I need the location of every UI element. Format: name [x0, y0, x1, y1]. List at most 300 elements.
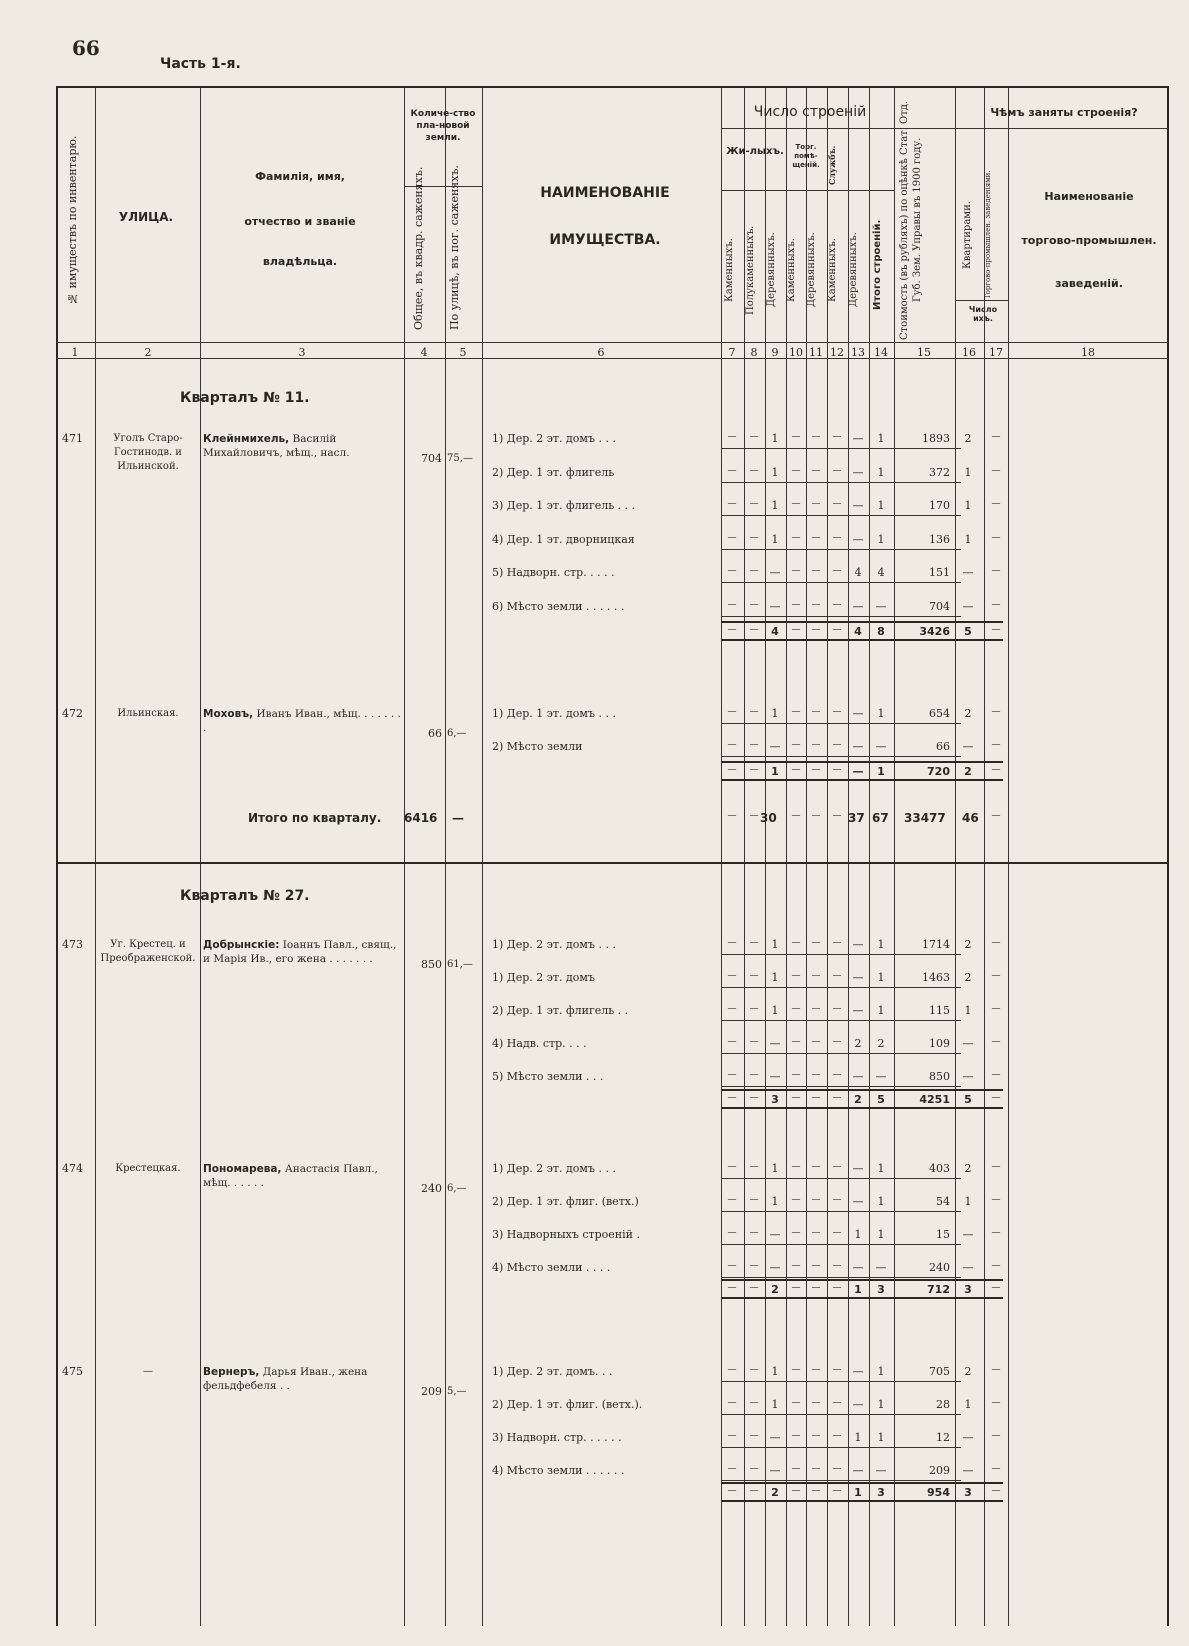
c13-value: —	[852, 1004, 864, 1017]
dash-cell: —	[791, 599, 801, 610]
c16-value: 2	[964, 938, 972, 951]
land-area: 240	[421, 1182, 442, 1195]
c13-value: —	[852, 465, 864, 479]
c17-value: —	[991, 707, 1001, 717]
dash-cell: —	[749, 971, 759, 981]
dash-cell: —	[791, 1261, 801, 1271]
dash-cell: —	[832, 432, 842, 442]
quarter-total-c16: 46	[962, 811, 979, 825]
dash-cell: —	[749, 707, 759, 717]
dash-cell: —	[791, 707, 801, 717]
inventory-no: 473	[62, 938, 83, 951]
c17-value: —	[991, 1398, 1001, 1408]
subtotal-dash: —	[727, 765, 737, 775]
c17-value: —	[991, 599, 1001, 610]
c16-value: —	[962, 1037, 974, 1050]
c14-value: —	[875, 1464, 887, 1477]
land-area: 209	[421, 1385, 442, 1398]
item-underline	[721, 1211, 961, 1212]
column-number: 1	[71, 346, 79, 359]
subtotal-c13: 1	[854, 1486, 862, 1499]
header-property-2: ИМУЩЕСТВА.	[549, 232, 661, 248]
dash-cell: —	[832, 1464, 842, 1474]
c13-value: —	[852, 971, 864, 984]
property-item: 4) Дер. 1 эт. дворницкая	[492, 532, 635, 546]
quarter-total-c17: —	[991, 811, 1001, 821]
subtotal-c17: —	[991, 625, 1001, 635]
subtotal-dash: —	[749, 1283, 759, 1293]
c17-value: —	[991, 1228, 1001, 1238]
c15-value: 136	[929, 532, 950, 546]
subtotal-dash: —	[832, 625, 842, 635]
header-land-group: Количе-ство пла-новой земли.	[410, 109, 476, 143]
c16-value: —	[962, 1464, 974, 1477]
subtotal-dash: —	[727, 1486, 737, 1496]
dash-cell: —	[791, 1070, 801, 1080]
item-underline	[721, 549, 961, 550]
header-c18-2: торгово-промышлен.	[1021, 234, 1157, 247]
subtotal-c9: 3	[771, 1093, 779, 1106]
section-title-quarter-11: Кварталъ № 11.	[180, 390, 310, 406]
owner-surname: Добрынскіе:	[203, 939, 280, 951]
owner-surname: Моховъ,	[203, 708, 254, 720]
property-item: 2) Дер. 1 эт. флиг. (ветх.).	[492, 1398, 643, 1411]
header-buildings-group: Число строеній	[753, 104, 867, 120]
dash-cell: —	[791, 938, 801, 948]
inventory-no: 474	[62, 1162, 83, 1175]
item-underline	[721, 515, 961, 516]
c9-value: —	[769, 1070, 781, 1083]
subtotal-line	[721, 779, 1003, 781]
land-area: 850	[421, 958, 442, 971]
header-c16-17-sub: Число ихъ.	[968, 305, 998, 323]
dash-cell: —	[832, 1004, 842, 1014]
c17-value: —	[991, 499, 1001, 509]
header-service-group: Службъ.	[827, 145, 837, 185]
subtotal-line	[721, 1297, 1003, 1299]
c15-value: 705	[929, 1365, 950, 1378]
c17-value: —	[991, 1464, 1001, 1474]
c14-value: 1	[877, 971, 885, 984]
dash-cell: —	[811, 1365, 821, 1375]
quarter-total-dash: —	[791, 811, 801, 821]
dash-cell: —	[727, 1228, 737, 1238]
dash-cell: —	[811, 1398, 821, 1408]
subtotal-dash: —	[832, 765, 842, 775]
dash-cell: —	[832, 707, 842, 717]
dash-cell: —	[749, 938, 759, 948]
owner-rest: Анастасія Павл., мѣщ. . . . . .	[203, 1163, 378, 1189]
c13-value: —	[852, 1195, 864, 1208]
item-underline	[721, 1414, 961, 1415]
c14-value: 1	[877, 1398, 885, 1411]
c17-value: —	[991, 566, 1001, 576]
subtotal-line	[721, 1279, 1003, 1281]
section-title-quarter-27: Кварталъ № 27.	[180, 888, 310, 904]
dash-cell: —	[727, 432, 737, 442]
dash-cell: —	[832, 1365, 842, 1375]
c9-value: —	[769, 1431, 781, 1444]
subtotal-dash: —	[749, 625, 759, 635]
column-number: 12	[830, 346, 844, 359]
c17-value: —	[991, 971, 1001, 981]
inventory-no: 471	[62, 432, 83, 445]
column-number: 15	[917, 346, 931, 359]
subtotal-dash: —	[791, 625, 801, 635]
subtotal-dash: —	[811, 1093, 821, 1103]
dash-cell: —	[811, 971, 821, 981]
property-item: 2) Дер. 1 эт. флигель	[492, 465, 615, 479]
subtotal-c15: 954	[927, 1486, 950, 1499]
subtotal-c17: —	[991, 1486, 1001, 1496]
subtotal-dash: —	[811, 1283, 821, 1293]
dash-cell: —	[811, 707, 821, 717]
dash-cell: —	[749, 566, 759, 576]
column-number: 18	[1081, 346, 1095, 359]
dash-cell: —	[749, 740, 759, 750]
header-property-1: НАИМЕНОВАНІЕ	[540, 185, 670, 201]
dash-cell: —	[811, 432, 821, 442]
dash-cell: —	[791, 432, 801, 442]
dash-cell: —	[727, 1398, 737, 1408]
header-c17: Торгово-промышлен. заведеніями.	[984, 170, 992, 300]
property-item: 3) Надворн. стр. . . . . .	[492, 1431, 622, 1444]
property-item: 1) Дер. 1 эт. домъ . . .	[492, 707, 616, 720]
occupied-header-line	[955, 128, 1168, 129]
subtotal-dash: —	[749, 1093, 759, 1103]
c16-value: 1	[964, 1398, 972, 1411]
column-line	[869, 88, 870, 1626]
quarter-total-c9: 30	[760, 811, 777, 825]
header-c7: Каменныхъ.	[724, 238, 735, 302]
property-item: 5) Надворн. стр. . . . .	[492, 566, 615, 579]
subtotal-dash: —	[749, 1486, 759, 1496]
dash-cell: —	[811, 740, 821, 750]
c17-value: —	[991, 1037, 1001, 1047]
c14-value: —	[875, 599, 887, 613]
c16-value: 2	[964, 971, 972, 984]
c9-value: —	[769, 1464, 781, 1477]
header-c10: Каменныхъ.	[786, 238, 797, 302]
c9-value: 1	[771, 1004, 779, 1017]
c17-value: —	[991, 465, 1001, 476]
c14-value: 1	[877, 938, 885, 951]
c15-value: 1714	[922, 938, 950, 951]
header-trade-group: Торг. помѣ-щеній.	[792, 143, 820, 169]
subtotal-dash: —	[832, 1093, 842, 1103]
column-number: 16	[962, 346, 976, 359]
subtotal-c9: 2	[771, 1283, 779, 1296]
item-underline	[721, 1053, 961, 1054]
dash-cell: —	[791, 1431, 801, 1441]
c13-value: —	[852, 1261, 864, 1274]
dash-cell: —	[727, 566, 737, 576]
dash-cell: —	[749, 465, 759, 476]
dash-cell: —	[811, 465, 821, 476]
column-number: 2	[144, 346, 152, 359]
property-item: 1) Дер. 2 эт. домъ . . .	[492, 432, 616, 445]
c9-value: 1	[771, 1162, 779, 1175]
subtotal-c16: 5	[964, 1093, 972, 1106]
subtotal-dash: —	[727, 1283, 737, 1293]
c14-value: 1	[877, 532, 885, 546]
street: Крестецкая.	[115, 1163, 181, 1174]
c13-value: —	[852, 1464, 864, 1477]
dash-cell: —	[832, 1195, 842, 1205]
dash-cell: —	[727, 1464, 737, 1474]
subtotal-c13: 1	[854, 1283, 862, 1296]
dash-cell: —	[791, 1398, 801, 1408]
c16-value: —	[962, 1261, 974, 1274]
c15-value: 372	[929, 465, 950, 479]
dash-cell: —	[749, 1037, 759, 1047]
header-owner-3: владѣльца.	[262, 255, 338, 268]
c14-value: —	[875, 740, 887, 753]
c17-value: —	[991, 1070, 1001, 1080]
subtotal-dash: —	[791, 1093, 801, 1103]
quarter-total-dash: —	[832, 811, 842, 821]
column-number: 8	[750, 346, 758, 359]
dash-cell: —	[727, 499, 737, 509]
dash-cell: —	[727, 971, 737, 981]
item-underline	[721, 448, 961, 449]
property-item: 1) Дер. 2 эт. домъ	[492, 971, 595, 984]
dash-cell: —	[832, 465, 842, 476]
header-c11: Деревянныхъ.	[806, 232, 817, 308]
dash-cell: —	[811, 1162, 821, 1172]
owner	[203, 432, 401, 460]
quarter-total-c15: 33477	[904, 811, 946, 825]
dash-cell: —	[749, 1195, 759, 1205]
c9-value: 1	[771, 1398, 779, 1411]
c14-value: 1	[877, 1228, 885, 1241]
dash-cell: —	[791, 1228, 801, 1238]
c13-value: —	[852, 1162, 864, 1175]
header-c18-3: заведеній.	[1055, 277, 1123, 290]
c13-value: —	[852, 432, 864, 445]
c14-value: 2	[877, 1037, 885, 1050]
item-underline	[721, 1277, 961, 1278]
dash-cell: —	[832, 1228, 842, 1238]
quarter-total-c13: 37	[848, 811, 865, 825]
property-item: 4) Мѣсто земли . . . . . .	[492, 1464, 625, 1477]
dash-cell: —	[727, 1261, 737, 1271]
c13-value: 4	[854, 566, 862, 579]
c15-value: 850	[929, 1070, 950, 1083]
header-occupied-group: Чѣмъ заняты строенія?	[990, 106, 1138, 119]
item-underline	[721, 1020, 961, 1021]
land-area: 704	[421, 452, 442, 465]
subtotal-c13: 4	[854, 625, 862, 638]
c9-value: —	[769, 599, 781, 613]
header-inventory-no: № имуществъ по инвентарю.	[66, 135, 79, 305]
column-number: 10	[789, 346, 803, 359]
c14-value: 1	[877, 432, 885, 445]
c16-value: 1	[964, 532, 972, 546]
column-number: 17	[989, 346, 1003, 359]
dash-cell: —	[749, 1162, 759, 1172]
subtotal-c16: 3	[964, 1486, 972, 1499]
owner	[203, 707, 401, 735]
subtotal-c17: —	[991, 1283, 1001, 1293]
column-number: 3	[298, 346, 306, 359]
header-land-total: Общее, въ квадр. саженяхъ.	[412, 166, 425, 330]
c15-value: 28	[936, 1398, 950, 1411]
c13-value: —	[852, 599, 864, 613]
header-owner-2: отчество и званіе	[244, 215, 356, 228]
property-item: 3) Дер. 1 эт. флигель . . .	[492, 499, 636, 512]
c9-value: —	[769, 740, 781, 753]
c13-value: —	[852, 1398, 864, 1411]
dash-cell: —	[811, 1037, 821, 1047]
c14-value: 1	[877, 499, 885, 512]
subtotal-line	[721, 1107, 1003, 1109]
dash-cell: —	[811, 566, 821, 576]
c16-value: 2	[964, 1162, 972, 1175]
header-c15: Стоимость (въ рубляхъ) по оцѣнкѣ Стат. Отд. Губ. Зем. Управы въ 1900 году.	[899, 100, 923, 340]
dash-cell: —	[811, 499, 821, 509]
subtotal-c9: 4	[771, 625, 779, 638]
c13-value: —	[852, 1365, 864, 1378]
dash-cell: —	[749, 499, 759, 509]
property-item: 4) Надв. стр. . . .	[492, 1037, 587, 1050]
c15-value: 170	[929, 499, 950, 512]
item-underline	[721, 756, 961, 757]
buildings-type-line	[721, 190, 894, 191]
column-line	[894, 88, 895, 1626]
quarter-separator-line	[56, 862, 1168, 864]
c14-value: 1	[877, 1162, 885, 1175]
c9-value: —	[769, 1228, 781, 1241]
c9-value: 1	[771, 1365, 779, 1378]
dash-cell: —	[832, 532, 842, 543]
dash-cell: —	[832, 1261, 842, 1271]
dash-cell: —	[749, 1261, 759, 1271]
dash-cell: —	[791, 1365, 801, 1375]
c14-value: 1	[877, 707, 885, 720]
dash-cell: —	[791, 465, 801, 476]
dash-cell: —	[811, 1004, 821, 1014]
subtotal-line	[721, 1482, 1003, 1484]
column-line	[1008, 88, 1009, 1626]
item-underline	[721, 482, 961, 483]
dash-cell: —	[791, 499, 801, 509]
c17-value: —	[991, 1431, 1001, 1441]
occupied-subheader-line	[955, 300, 1008, 301]
item-underline	[721, 723, 961, 724]
page-number: 66	[72, 36, 100, 60]
c17-value: —	[991, 740, 1001, 750]
property-item: 3) Надворныхъ строеній .	[492, 1228, 640, 1241]
c15-value: 54	[936, 1195, 950, 1208]
dash-cell: —	[727, 1162, 737, 1172]
column-line	[95, 88, 96, 1626]
dash-cell: —	[791, 1004, 801, 1014]
dash-cell: —	[791, 1464, 801, 1474]
c9-value: —	[769, 566, 781, 579]
c17-value: —	[991, 938, 1001, 948]
dash-cell: —	[749, 1431, 759, 1441]
owner-rest: Иванъ Иван., мѣщ. . . . . . . .	[203, 708, 401, 734]
subtotal-c9: 2	[771, 1486, 779, 1499]
quarter-total-area: 6416	[404, 811, 438, 825]
header-living-group: Жи-лыхъ.	[726, 146, 784, 157]
c16-value: —	[962, 740, 974, 753]
c15-value: 66	[936, 740, 950, 753]
dash-cell: —	[832, 566, 842, 576]
dash-cell: —	[727, 532, 737, 543]
c9-value: 1	[771, 532, 779, 546]
header-owner-1: Фамилія, имя,	[255, 170, 345, 183]
c16-value: 1	[964, 1004, 972, 1017]
column-number: 13	[851, 346, 865, 359]
property-item: 1) Дер. 2 эт. домъ . . .	[492, 938, 616, 951]
subtotal-line	[721, 639, 1003, 641]
subtotal-c14: 3	[877, 1283, 885, 1296]
quarter-total-c14: 67	[872, 811, 889, 825]
subtotal-c16: 5	[964, 625, 972, 638]
c13-value: —	[852, 707, 864, 720]
dash-cell: —	[727, 740, 737, 750]
dash-cell: —	[832, 1070, 842, 1080]
c13-value: 1	[854, 1431, 862, 1444]
c13-value: —	[852, 532, 864, 546]
property-item: 5) Мѣсто земли . . .	[492, 1070, 604, 1083]
item-underline	[721, 616, 961, 617]
dash-cell: —	[791, 566, 801, 576]
c15-value: 109	[929, 1037, 950, 1050]
column-number: 7	[728, 346, 736, 359]
inventory-no: 475	[62, 1365, 83, 1378]
header-street: УЛИЦА.	[118, 210, 174, 224]
c15-value: 209	[929, 1464, 950, 1477]
c15-value: 115	[929, 1004, 950, 1017]
c9-value: 1	[771, 465, 779, 479]
c16-value: 1	[964, 499, 972, 512]
c15-value: 240	[929, 1261, 950, 1274]
c15-value: 15	[936, 1228, 950, 1241]
column-number: 6	[597, 346, 605, 359]
quarter-total-dash: —	[749, 811, 759, 821]
dash-cell: —	[811, 938, 821, 948]
street: Уг. Крестец. и Преображенской.	[100, 939, 196, 964]
subtotal-c17: —	[991, 1093, 1001, 1103]
dash-cell: —	[727, 707, 737, 717]
c14-value: 1	[877, 465, 885, 479]
c9-value: —	[769, 1037, 781, 1050]
owner-rest: Дарья Иван., жена фельдфебеля . .	[203, 1366, 368, 1392]
column-number: 9	[771, 346, 779, 359]
c14-value: 4	[877, 566, 885, 579]
owner-rest: Іоаннъ Павл., свящ., и Марія Ив., его жена . . . . . . .	[203, 939, 397, 965]
c14-value: 1	[877, 1195, 885, 1208]
property-item: 2) Дер. 1 эт. флигель . .	[492, 1004, 629, 1017]
column-line	[955, 88, 956, 1626]
c9-value: 1	[771, 1195, 779, 1208]
inventory-no: 472	[62, 707, 83, 720]
dash-cell: —	[832, 1037, 842, 1047]
c15-value: 654	[929, 707, 950, 720]
dash-cell: —	[749, 1070, 759, 1080]
dash-cell: —	[791, 740, 801, 750]
subtotal-line	[721, 621, 1003, 623]
subtotal-dash: —	[727, 625, 737, 635]
c16-value: —	[962, 1228, 974, 1241]
property-item: 2) Дер. 1 эт. флиг. (ветх.)	[492, 1195, 639, 1208]
c17-value: —	[991, 1004, 1001, 1014]
c13-value: 2	[854, 1037, 862, 1050]
dash-cell: —	[749, 1228, 759, 1238]
